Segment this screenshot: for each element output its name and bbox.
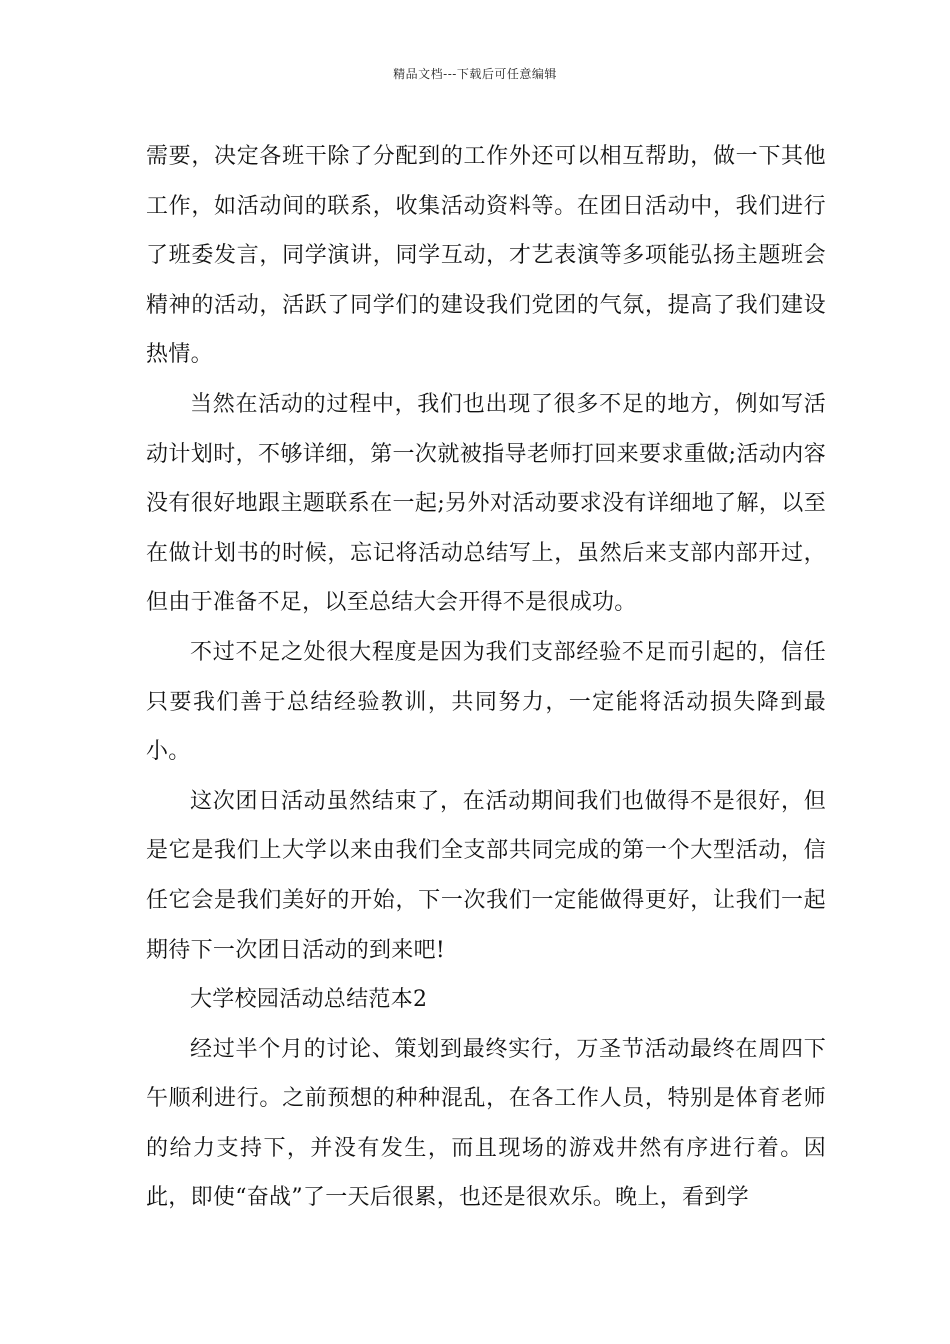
paragraph-conclusion: 这次团日活动虽然结束了，在活动期间我们也做得不是很好，但是它是我们上大学以来由我们全支部共同完成的第一个大型活动，信任它会是我们美好的开始，下一次我们一定能做得更好，让我们一起期待下一次团日活动的到来吧! — [146, 788, 826, 963]
paragraph-shortcomings: 当然在活动的过程中，我们也出现了很多不足的地方，例如写活动计划时，不够详细，第一次就被指导老师打回来要求重做;活动内容没有很好地跟主题联系在一起;另外对活动要求没有详细地了解，以至在做计划书的时候，忘记将活动总结写上，虽然后来支部内部开过，但由于准备不足，以至总结大会开得不是很成功。 — [146, 391, 826, 616]
page-header: 精品文档---下载后可任意编辑 — [393, 67, 557, 81]
paragraph-continued: 需要，决定各班干除了分配到的工作外还可以相互帮助，做一下其他工作，如活动间的联系，收集活动资料等。在团日活动中，我们进行了班委发言，同学演讲，同学互动，才艺表演等多项能弘扬主题班会精神的活动，活跃了同学们的建设我们党团的气氛，提高了我们建设热情。 — [146, 144, 826, 368]
document-body — [146, 132, 826, 1223]
paragraph-experience: 不过不足之处很大程度是因为我们支部经验不足而引起的，信任只要我们善于总结经验教训，共同努力，一定能将活动损失降到最小。 — [146, 639, 826, 765]
section-heading: 大学校园活动总结范本2 — [190, 987, 428, 1013]
paragraph-halloween: 经过半个月的讨论、策划到最终实行，万圣节活动最终在周四下午顺利进行。之前预想的种种混乱，在各工作人员，特别是体育老师的给力支持下，并没有发生，而且现场的游戏井然有序进行着。因此，即使“奋战”了一天后很累，也还是很欢乐。晚上，看到学 — [146, 1036, 826, 1211]
